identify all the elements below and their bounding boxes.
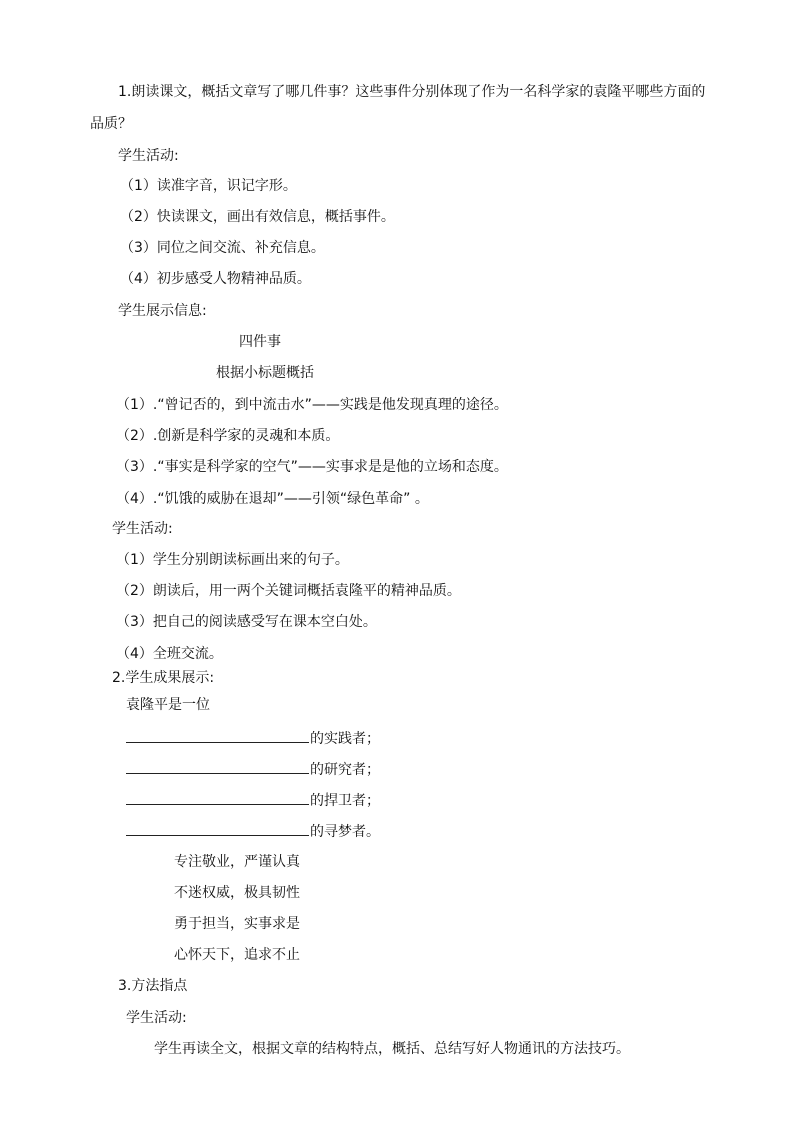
section-3-title: 3.方法指点 [118, 978, 188, 994]
quality-item: 不迷权威，极具韧性 [174, 885, 300, 901]
activity-2-item: （1）学生分别朗读标画出来的句子。 [116, 552, 349, 568]
event-item: （3）.“事实是科学家的空气”——实事求是是他的立场和态度。 [116, 459, 508, 475]
result-blank-line [126, 759, 380, 780]
activity-1-item: （1）读准字音，识记字形。 [120, 178, 297, 194]
fill-in-blank[interactable] [126, 728, 309, 743]
fill-in-blank[interactable] [126, 821, 309, 836]
fill-in-blank[interactable] [126, 790, 309, 805]
quality-item: 勇于担当，实事求是 [174, 916, 300, 932]
activity-3-title: 学生活动: [126, 1010, 187, 1026]
activity-2-item: （4）全班交流。 [116, 646, 223, 662]
result-blank-suffix: 的寻梦者。 [310, 824, 380, 840]
fill-in-blank[interactable] [126, 759, 309, 774]
result-blank-line [126, 821, 380, 842]
event-item: （1）.“曾记否的，到中流击水”——实践是他发现真理的途径。 [116, 397, 508, 413]
display-title: 学生展示信息: [118, 303, 207, 319]
result-intro: 袁隆平是一位 [126, 697, 210, 713]
events-heading: 四件事 [239, 334, 281, 350]
quality-item: 专注敬业，严谨认真 [174, 854, 300, 870]
question-1-line-1: 1.朗读课文，概括文章写了哪几件事？这些事件分别体现了作为一名科学家的袁隆平哪些方面的 [118, 84, 706, 100]
activity-2-item: （3）把自己的阅读感受写在课本空白处。 [116, 614, 377, 630]
activity-1-item: （4）初步感受人物精神品质。 [120, 271, 311, 287]
result-blank-line [126, 790, 380, 811]
section-2-title: 2.学生成果展示: [112, 670, 215, 686]
activity-3-text: 学生再读全文，根据文章的结构特点，概括、总结写好人物通讯的方法技巧。 [154, 1041, 630, 1057]
activity-1-item: （2）快读课文，画出有效信息，概括事件。 [120, 209, 395, 225]
question-1-line-2: 品质？ [90, 116, 132, 132]
result-blank-line [126, 728, 380, 749]
result-blank-suffix: 的捍卫者； [310, 793, 380, 809]
activity-1-item: （3）同位之间交流、补充信息。 [120, 240, 325, 256]
result-blank-suffix: 的实践者； [310, 731, 380, 747]
activity-2-item: （2）朗读后，用一两个关键词概括袁隆平的精神品质。 [116, 583, 461, 599]
event-item: （2）.创新是科学家的灵魂和本质。 [116, 428, 340, 444]
result-blank-suffix: 的研究者； [310, 762, 380, 778]
activity-2-title: 学生活动: [112, 521, 173, 537]
events-subheading: 根据小标题概括 [216, 365, 314, 381]
event-item: （4）.“饥饿的威胁在退却”——引领“绿色革命” 。 [116, 491, 429, 507]
quality-item: 心怀天下，追求不止 [174, 947, 300, 963]
activity-1-title: 学生活动: [118, 148, 179, 164]
